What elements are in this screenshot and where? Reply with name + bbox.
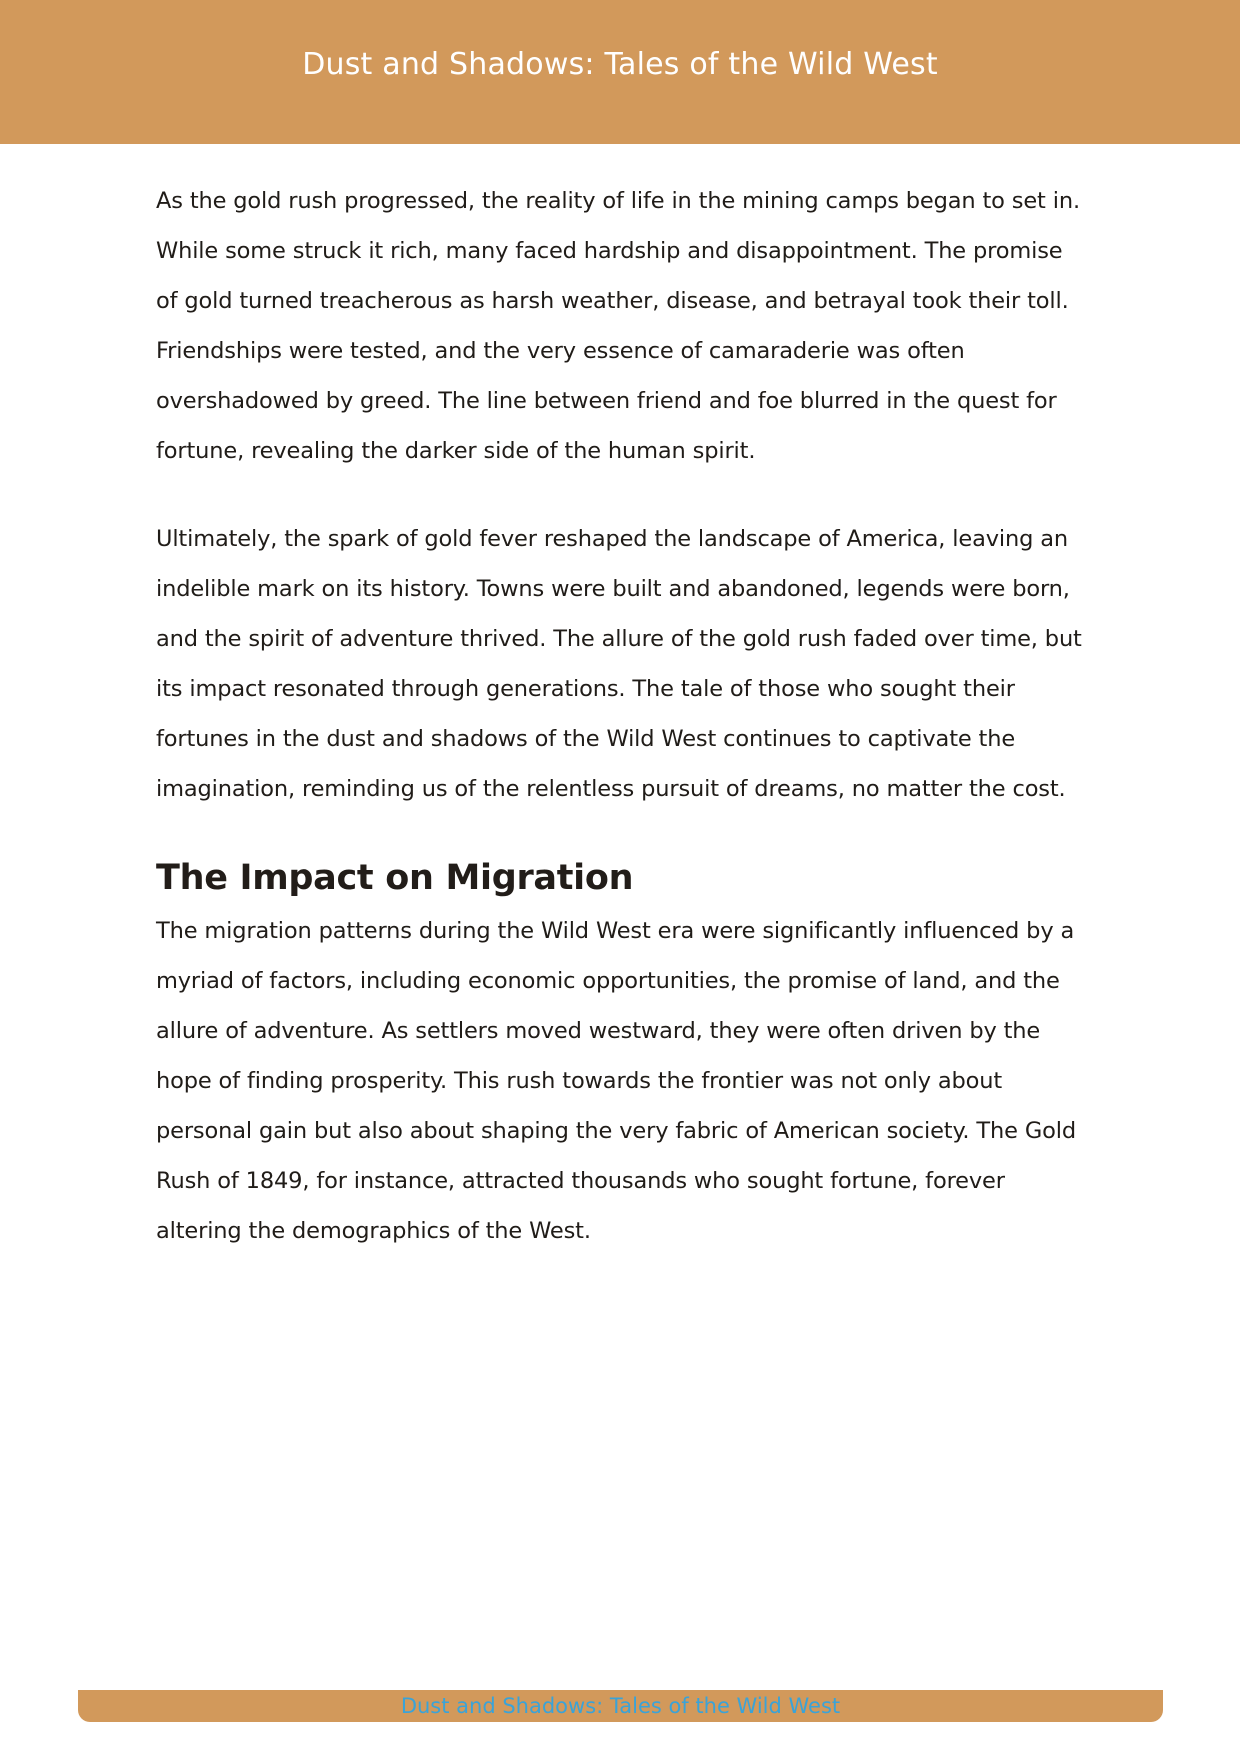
- footer-text: Dust and Shadows: Tales of the Wild West: [400, 1694, 841, 1718]
- paragraph-gold-fever-legacy: Ultimately, the spark of gold fever reshaped the landscape of America, leaving an indelible mark on its history. Towns were built and abandoned, legends were born, and the spirit of adventure thrived. The allure of the gold rush faded over time, but its impact resonated through generations. The tale of those who sought their fortunes in the dust and shadows of the Wild West continues to captivate the imagination, reminding us of the relentless pursuit of dreams, no matter the cost.: [156, 526, 1082, 802]
- paragraph-gold-rush-reality: As the gold rush progressed, the reality of life in the mining camps began to set in. While some struck it rich, many faced hardship and disappointment. The promise of gold turned treacherous as harsh weather, disease, and betrayal took their toll. Friendships were tested, and the very essence of camaraderie was often overshadowed by greed. The line between friend and foe blurred in the quest for fortune, revealing the darker side of the human spirit.: [156, 188, 1080, 464]
- page-header: [0, 0, 1240, 144]
- page-footer: [78, 1690, 1163, 1722]
- section-heading-migration: The Impact on Migration: [156, 858, 634, 898]
- paragraph-migration-patterns: The migration patterns during the Wild West era were significantly influenced by a myriad of factors, including economic opportunities, the promise of land, and the allure of adventure. As settlers moved westward, they were often driven by the hope of finding prosperity. This rush towards the frontier was not only about personal gain but also about shaping the very fabric of American society. The Gold Rush of 1849, for instance, attracted thousands who sought fortune, forever altering the demographics of the West.: [156, 918, 1076, 1244]
- header-title: Dust and Shadows: Tales of the Wild West: [302, 46, 938, 82]
- document-body: [156, 176, 1086, 1256]
